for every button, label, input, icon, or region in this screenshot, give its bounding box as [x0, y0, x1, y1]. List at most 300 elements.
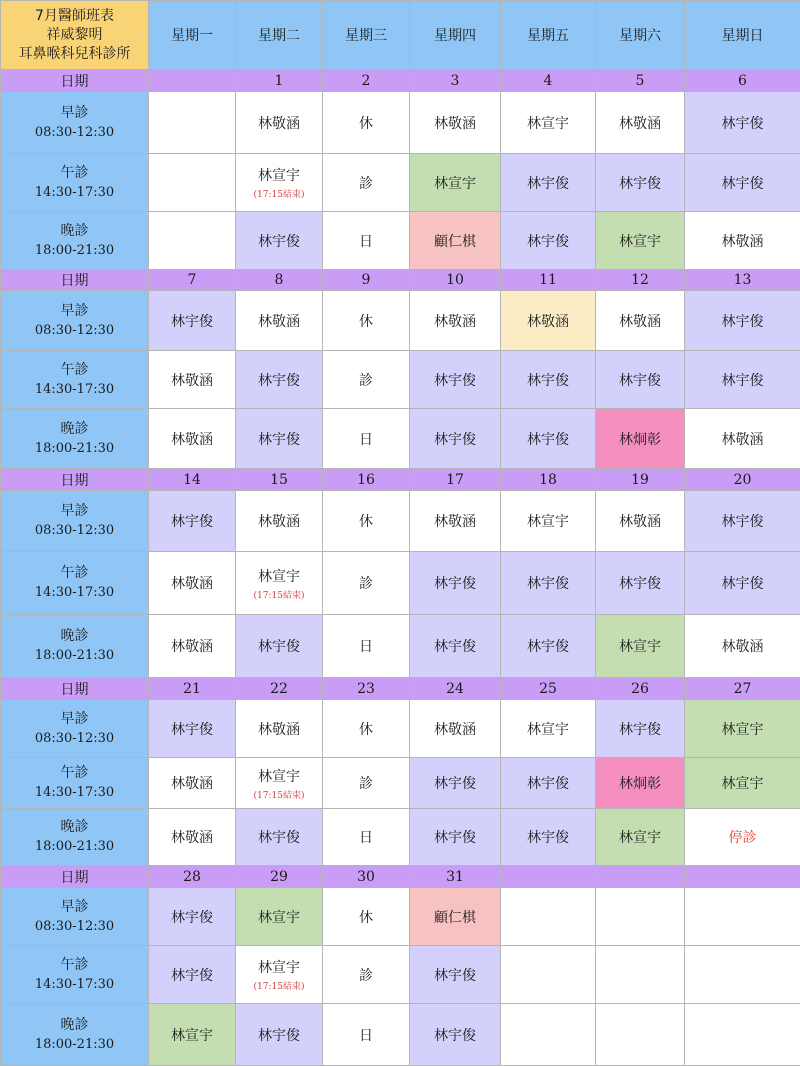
shift-name: 早診: [1, 302, 148, 321]
doctor-cell-sat: [596, 92, 685, 154]
date-row-label: 日期: [1, 678, 149, 700]
date-cell-sat: 12: [596, 270, 685, 291]
doctor-name: 林宇俊: [722, 373, 764, 389]
doctor-name: 林宇俊: [434, 576, 476, 592]
shift-row-morning: [1, 700, 800, 758]
shift-name: 早診: [1, 898, 148, 917]
doctor-cell-mon: [149, 552, 236, 615]
shift-name: 晚診: [1, 222, 148, 241]
doctor-name: 林宇俊: [171, 314, 213, 330]
doctor-name: 林宇俊: [722, 314, 764, 330]
doctor-cell-sat: [596, 1004, 685, 1066]
doctor-cell-sat: [596, 351, 685, 409]
title-clinic-type: 耳鼻喉科兒科診所: [1, 45, 148, 64]
doctor-name: 日: [359, 830, 373, 846]
schedule-title: [1, 1, 149, 70]
doctor-name: 林敬涵: [258, 116, 300, 132]
date-cell-fri: [501, 866, 596, 888]
doctor-cell-tue: [236, 291, 323, 351]
shift-label-morning: [1, 888, 149, 946]
closed-marker: [323, 212, 410, 270]
shift-time: 18:00-21:30: [1, 439, 148, 458]
doctor-cell-sat: [596, 700, 685, 758]
doctor-cell-fri: [501, 92, 596, 154]
doctor-name: 林宣宇: [434, 176, 476, 192]
doctor-name: 林宇俊: [258, 639, 300, 655]
end-time-note: (17:15結束): [236, 187, 322, 200]
closed-marker: [323, 809, 410, 866]
closed-marker: [323, 491, 410, 552]
shift-name: 晚診: [1, 1016, 148, 1035]
doctor-cell-fri: [501, 888, 596, 946]
doctor-cell-mon: [149, 351, 236, 409]
doctor-name: 林敬涵: [171, 576, 213, 592]
shift-label-afternoon: [1, 552, 149, 615]
shift-label-morning: [1, 700, 149, 758]
doctor-name: 林敬涵: [171, 639, 213, 655]
doctor-cell-thu: [410, 212, 501, 270]
doctor-name: 休: [359, 314, 373, 330]
closed-marker: [323, 888, 410, 946]
date-cell-thu: 17: [410, 469, 501, 491]
doctor-cell-fri: [501, 615, 596, 678]
doctor-name: 林炯彰: [619, 432, 661, 448]
shift-row-evening: [1, 1004, 800, 1066]
doctor-name: 林宇俊: [171, 722, 213, 738]
doctor-name: 林宇俊: [258, 432, 300, 448]
doctor-name: 林敬涵: [434, 722, 476, 738]
date-row-label: 日期: [1, 469, 149, 491]
closed-marker: [323, 615, 410, 678]
closed-marker: [323, 92, 410, 154]
doctor-name: 日: [359, 432, 373, 448]
shift-name: 晚診: [1, 420, 148, 439]
end-time-note: (17:15結束): [236, 979, 322, 992]
date-cell-sun: [685, 866, 800, 888]
date-cell-sat: 26: [596, 678, 685, 700]
shift-time: 08:30-12:30: [1, 729, 148, 748]
doctor-name: 林敬涵: [171, 830, 213, 846]
shift-time: 14:30-17:30: [1, 183, 148, 202]
doctor-cell-thu: [410, 615, 501, 678]
doctor-cell-tue: [236, 491, 323, 552]
doctor-cell-fri: [501, 552, 596, 615]
date-row-label: 日期: [1, 270, 149, 291]
doctor-name: 林敬涵: [434, 514, 476, 530]
doctor-cell-thu: [410, 552, 501, 615]
date-cell-fri: 25: [501, 678, 596, 700]
doctor-cell-sun: [685, 291, 800, 351]
doctor-cell-thu: [410, 351, 501, 409]
doctor-cell-fri: [501, 1004, 596, 1066]
date-cell-sun: 6: [685, 70, 800, 92]
doctor-cell-sun: [685, 92, 800, 154]
doctor-name: 林宇俊: [527, 639, 569, 655]
doctor-cell-fri: [501, 291, 596, 351]
doctor-name: 林宇俊: [434, 639, 476, 655]
shift-time: 08:30-12:30: [1, 123, 148, 142]
doctor-name: 林宇俊: [527, 830, 569, 846]
shift-row-afternoon: [1, 351, 800, 409]
date-cell-sun: 13: [685, 270, 800, 291]
doctor-cell-sat: [596, 758, 685, 809]
doctor-name: 林敬涵: [434, 314, 476, 330]
date-cell-fri: 18: [501, 469, 596, 491]
weekday-header-wed: 星期三: [323, 1, 410, 70]
doctor-name: 林敬涵: [619, 514, 661, 530]
date-cell-thu: 10: [410, 270, 501, 291]
shift-row-morning: [1, 888, 800, 946]
date-cell-tue: 22: [236, 678, 323, 700]
doctor-name: 林宇俊: [258, 373, 300, 389]
shift-label-evening: [1, 1004, 149, 1066]
date-cell-sun: 27: [685, 678, 800, 700]
doctor-cell-sat: [596, 615, 685, 678]
doctor-name: 林宇俊: [527, 234, 569, 250]
shift-row-evening: [1, 212, 800, 270]
doctor-name: 林宇俊: [722, 116, 764, 132]
doctor-name: 林宣宇: [722, 722, 764, 738]
doctor-name: 診: [359, 576, 373, 592]
doctor-cell-fri: [501, 154, 596, 212]
doctor-name: 林宇俊: [527, 576, 569, 592]
doctor-cell-sat: [596, 809, 685, 866]
doctor-name: 林敬涵: [619, 314, 661, 330]
doctor-cell-sat: [596, 291, 685, 351]
doctor-name: 林宇俊: [258, 1028, 300, 1044]
shift-time: 08:30-12:30: [1, 917, 148, 936]
doctor-cell-mon: [149, 758, 236, 809]
doctor-name: 林宣宇: [722, 776, 764, 792]
doctor-name: 林宇俊: [434, 968, 476, 984]
doctor-cell-thu: [410, 291, 501, 351]
doctor-cell-sun: [685, 409, 800, 469]
title-clinic-name: 祥威黎明: [1, 26, 148, 45]
doctor-cell-mon: [149, 615, 236, 678]
doctor-cell-sat: [596, 154, 685, 212]
doctor-name: 林宣宇: [171, 1028, 213, 1044]
doctor-name: 林宣宇: [258, 769, 300, 785]
shift-name: 午診: [1, 564, 148, 583]
date-cell-wed: 23: [323, 678, 410, 700]
doctor-cell-mon: [149, 154, 236, 212]
doctor-cell-mon: [149, 491, 236, 552]
doctor-name: 林宇俊: [722, 576, 764, 592]
shift-label-morning: [1, 291, 149, 351]
doctor-cell-sat: [596, 888, 685, 946]
doctor-cell-tue: [236, 351, 323, 409]
shift-row-morning: [1, 291, 800, 351]
shift-name: 午診: [1, 164, 148, 183]
date-cell-sun: 20: [685, 469, 800, 491]
shift-row-afternoon: [1, 552, 800, 615]
doctor-name: 林宇俊: [527, 776, 569, 792]
doctor-cell-mon: [149, 291, 236, 351]
doctor-name: 休: [359, 910, 373, 926]
shift-row-afternoon: [1, 946, 800, 1004]
date-cell-tue: 29: [236, 866, 323, 888]
weekday-header-sat: 星期六: [596, 1, 685, 70]
doctor-name: 林宇俊: [619, 722, 661, 738]
doctor-cell-sun: [685, 1004, 800, 1066]
doctor-cell-tue: [236, 809, 323, 866]
doctor-name: 診: [359, 176, 373, 192]
doctor-cell-thu: [410, 758, 501, 809]
weekday-header-fri: 星期五: [501, 1, 596, 70]
shift-time: 14:30-17:30: [1, 975, 148, 994]
doctor-name: 林宇俊: [171, 514, 213, 530]
shift-name: 早診: [1, 502, 148, 521]
closed-marker: [323, 154, 410, 212]
doctor-name: 林宣宇: [527, 116, 569, 132]
doctor-name: 診: [359, 968, 373, 984]
doctor-cell-tue: [236, 758, 323, 809]
doctor-cell-thu: [410, 700, 501, 758]
doctor-name: 顧仁棋: [434, 234, 476, 250]
date-cell-thu: 24: [410, 678, 501, 700]
end-time-note: (17:15結束): [236, 788, 322, 801]
shift-label-afternoon: [1, 946, 149, 1004]
doctor-name: 休: [359, 722, 373, 738]
weekday-header-mon: 星期一: [149, 1, 236, 70]
shift-name: 晚診: [1, 818, 148, 837]
doctor-name: 林宣宇: [258, 168, 300, 184]
shift-label-evening: [1, 809, 149, 866]
doctor-name: 林宣宇: [258, 910, 300, 926]
doctor-name: 林敬涵: [722, 639, 764, 655]
closed-marker: [323, 291, 410, 351]
header-row: [1, 1, 800, 70]
date-cell-sat: 5: [596, 70, 685, 92]
doctor-cell-mon: [149, 809, 236, 866]
shift-row-evening: [1, 615, 800, 678]
weekday-header-thu: 星期四: [410, 1, 501, 70]
doctor-name: 休: [359, 116, 373, 132]
shift-label-afternoon: [1, 758, 149, 809]
doctor-cell-tue: [236, 615, 323, 678]
shift-label-afternoon: [1, 154, 149, 212]
date-cell-tue: 1: [236, 70, 323, 92]
doctor-cell-tue: [236, 700, 323, 758]
shift-label-morning: [1, 491, 149, 552]
shift-time: 08:30-12:30: [1, 321, 148, 340]
shift-name: 早診: [1, 710, 148, 729]
doctor-name: 林宣宇: [619, 639, 661, 655]
doctor-cell-fri: [501, 946, 596, 1004]
closed-marker: [323, 409, 410, 469]
shift-label-evening: [1, 212, 149, 270]
doctor-cell-tue: [236, 154, 323, 212]
shift-name: 午診: [1, 361, 148, 380]
date-row-label: 日期: [1, 866, 149, 888]
date-cell-wed: 9: [323, 270, 410, 291]
date-cell-thu: 3: [410, 70, 501, 92]
doctor-name: 診: [359, 373, 373, 389]
weekday-header-tue: 星期二: [236, 1, 323, 70]
doctor-cell-sat: [596, 212, 685, 270]
doctor-cell-mon: [149, 409, 236, 469]
suspended-label: 停診: [729, 830, 757, 846]
doctor-name: 林敬涵: [722, 432, 764, 448]
doctor-name: 林宣宇: [619, 234, 661, 250]
shift-time: 18:00-21:30: [1, 1035, 148, 1054]
shift-label-evening: [1, 409, 149, 469]
doctor-cell-thu: [410, 888, 501, 946]
date-cell-tue: 15: [236, 469, 323, 491]
doctor-name: 林宇俊: [258, 830, 300, 846]
doctor-cell-thu: [410, 946, 501, 1004]
doctor-cell-sun: [685, 552, 800, 615]
shift-time: 18:00-21:30: [1, 241, 148, 260]
doctor-name: 林敬涵: [258, 722, 300, 738]
closed-marker: [323, 552, 410, 615]
shift-label-afternoon: [1, 351, 149, 409]
doctor-cell-sun: [685, 700, 800, 758]
date-row-label: 日期: [1, 70, 149, 92]
doctor-cell-tue: [236, 552, 323, 615]
doctor-name: 林宇俊: [527, 373, 569, 389]
doctor-cell-sun: [685, 212, 800, 270]
doctor-name: 林宇俊: [258, 234, 300, 250]
doctor-name: 林宣宇: [619, 830, 661, 846]
date-cell-mon: 7: [149, 270, 236, 291]
doctor-name: 林宇俊: [722, 514, 764, 530]
doctor-cell-sun: [685, 888, 800, 946]
doctor-cell-tue: [236, 212, 323, 270]
closed-marker: [323, 758, 410, 809]
doctor-name: 日: [359, 234, 373, 250]
doctor-name: 林敬涵: [258, 314, 300, 330]
doctor-cell-sun: [685, 154, 800, 212]
shift-row-morning: [1, 92, 800, 154]
doctor-name: 林敬涵: [171, 776, 213, 792]
date-cell-mon: 14: [149, 469, 236, 491]
doctor-cell-sun: [685, 809, 800, 866]
shift-time: 08:30-12:30: [1, 521, 148, 540]
shift-name: 早診: [1, 104, 148, 123]
doctor-cell-mon: [149, 1004, 236, 1066]
end-time-note: (17:15結束): [236, 588, 322, 601]
doctor-cell-sun: [685, 351, 800, 409]
date-cell-wed: 2: [323, 70, 410, 92]
closed-marker: [323, 946, 410, 1004]
doctor-cell-mon: [149, 92, 236, 154]
doctor-name: 林宇俊: [434, 432, 476, 448]
doctor-cell-tue: [236, 1004, 323, 1066]
doctor-cell-sun: [685, 946, 800, 1004]
date-cell-mon: 28: [149, 866, 236, 888]
doctor-cell-fri: [501, 212, 596, 270]
doctor-cell-tue: [236, 92, 323, 154]
date-cell-mon: 21: [149, 678, 236, 700]
date-cell-mon: [149, 70, 236, 92]
date-cell-sat: 19: [596, 469, 685, 491]
date-row: [1, 270, 800, 291]
doctor-cell-sat: [596, 409, 685, 469]
shift-row-morning: [1, 491, 800, 552]
shift-label-morning: [1, 92, 149, 154]
doctor-cell-fri: [501, 351, 596, 409]
closed-marker: [323, 351, 410, 409]
doctor-cell-tue: [236, 409, 323, 469]
date-cell-fri: 4: [501, 70, 596, 92]
doctor-name: 林敬涵: [171, 432, 213, 448]
doctor-name: 林宇俊: [527, 176, 569, 192]
date-cell-wed: 16: [323, 469, 410, 491]
doctor-name: 林宇俊: [619, 373, 661, 389]
doctor-cell-tue: [236, 888, 323, 946]
doctor-name: 林敬涵: [258, 514, 300, 530]
date-cell-thu: 31: [410, 866, 501, 888]
doctor-name: 林宇俊: [527, 432, 569, 448]
doctor-cell-sun: [685, 758, 800, 809]
doctor-cell-thu: [410, 809, 501, 866]
shift-time: 14:30-17:30: [1, 783, 148, 802]
shift-time: 14:30-17:30: [1, 380, 148, 399]
doctor-cell-thu: [410, 1004, 501, 1066]
doctor-name: 林宣宇: [258, 569, 300, 585]
doctor-name: 診: [359, 776, 373, 792]
shift-name: 午診: [1, 764, 148, 783]
doctor-name: 林宇俊: [434, 1028, 476, 1044]
doctor-cell-fri: [501, 809, 596, 866]
doctor-cell-mon: [149, 946, 236, 1004]
closed-marker: [323, 700, 410, 758]
shift-row-evening: [1, 809, 800, 866]
date-row: [1, 70, 800, 92]
doctor-cell-thu: [410, 491, 501, 552]
doctor-name: 林炯彰: [619, 776, 661, 792]
date-row: [1, 866, 800, 888]
doctor-cell-sat: [596, 946, 685, 1004]
doctor-cell-sat: [596, 552, 685, 615]
doctor-name: 林敬涵: [722, 234, 764, 250]
doctor-cell-sun: [685, 615, 800, 678]
schedule-body: [1, 1, 800, 1066]
closed-marker: [323, 1004, 410, 1066]
doctor-cell-fri: [501, 700, 596, 758]
shift-time: 14:30-17:30: [1, 583, 148, 602]
date-row: [1, 469, 800, 491]
doctor-name: 林敬涵: [171, 373, 213, 389]
doctor-name: 林宇俊: [171, 910, 213, 926]
shift-name: 晚診: [1, 627, 148, 646]
date-cell-sat: [596, 866, 685, 888]
doctor-name: 日: [359, 1028, 373, 1044]
doctor-name: 林敬涵: [527, 314, 569, 330]
shift-row-afternoon: [1, 758, 800, 809]
doctor-name: 顧仁棋: [434, 910, 476, 926]
doctor-name: 林敬涵: [434, 116, 476, 132]
doctor-name: 林宣宇: [258, 960, 300, 976]
doctor-cell-tue: [236, 946, 323, 1004]
doctor-name: 林宇俊: [434, 830, 476, 846]
doctor-cell-fri: [501, 758, 596, 809]
doctor-name: 林宇俊: [722, 176, 764, 192]
shift-row-afternoon: [1, 154, 800, 212]
date-cell-tue: 8: [236, 270, 323, 291]
shift-name: 午診: [1, 956, 148, 975]
doctor-name: 林宣宇: [527, 514, 569, 530]
shift-time: 18:00-21:30: [1, 837, 148, 856]
doctor-cell-thu: [410, 154, 501, 212]
doctor-cell-sat: [596, 491, 685, 552]
doctor-cell-thu: [410, 92, 501, 154]
date-cell-wed: 30: [323, 866, 410, 888]
doctor-name: 林宇俊: [434, 373, 476, 389]
doctor-name: 林宣宇: [527, 722, 569, 738]
doctor-name: 林敬涵: [619, 116, 661, 132]
